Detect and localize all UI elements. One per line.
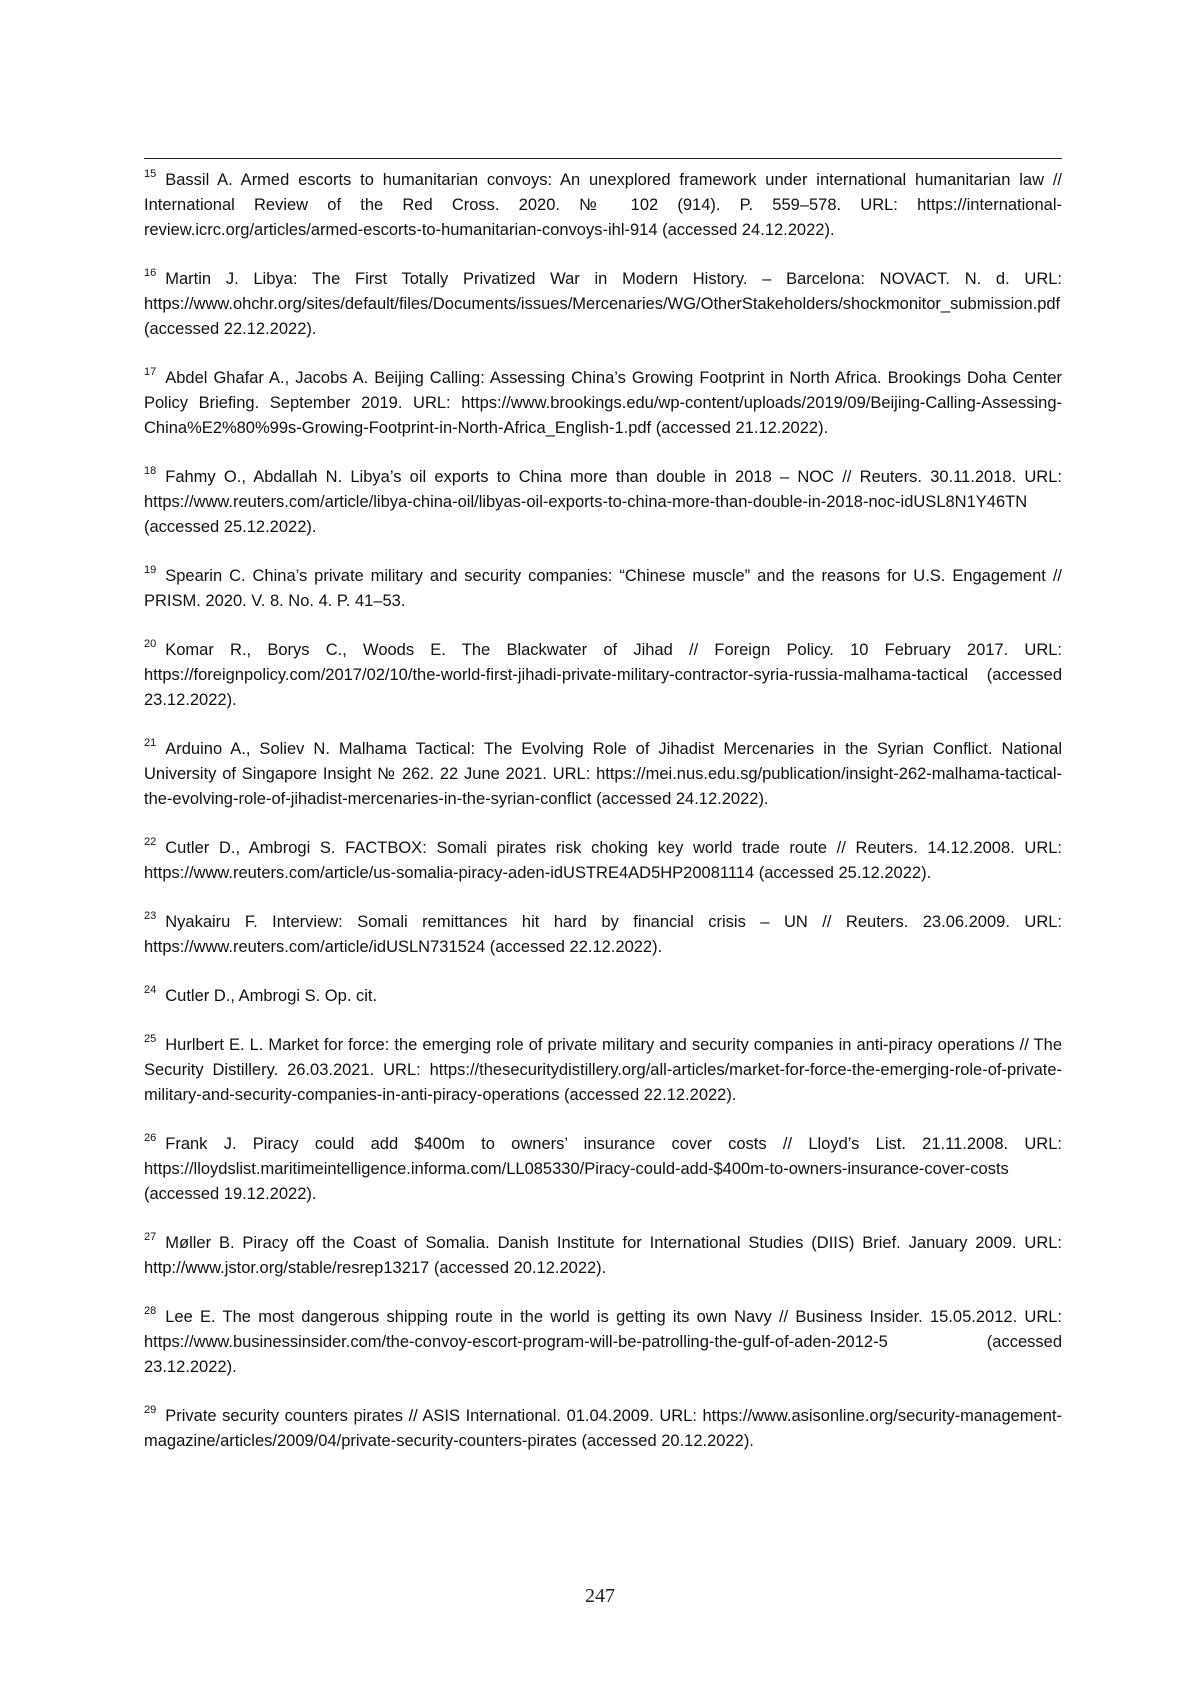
footnote [144, 1404, 1062, 1454]
footnote [144, 836, 1062, 886]
footnote-text: Arduino A., Soliev N. Malhama Tactical: The Evolving Role of Jihadist Mercenaries in the Syrian Conflict. National University of Singapore Insight № 262. 22 June 2021. URL: https://mei.nus.edu.sg/publication/insight-262-malhama-tactical-the-evolving-role-of-jihadist-mercenaries-in-the-syrian-conflict (accessed 24.12.2022). [144, 740, 1062, 808]
footnote-text: Bassil A. Armed escorts to humanitarian convoys: An unexplored framework under international humanitarian law // International Review of the Red Cross. 2020. № 102 (914). P. 559–578. URL: https://international-review.icrc.org/articles/armed-escorts-to-humanitarian-convoys-ihl-914 (accessed 24.12.2022). [144, 171, 1062, 239]
footnote-number: 17 [144, 366, 157, 378]
footnote-number: 23 [144, 910, 157, 922]
footnote [144, 465, 1062, 540]
footnote-number: 24 [144, 984, 157, 996]
footnote [144, 1132, 1062, 1207]
footnote-text: Lee E. The most dangerous shipping route in the world is getting its own Navy // Business Insider. 15.05.2012. URL: https://www.businessinsider.com/the-convoy-escort-program-will-be-patrolling-the-gulf-of-aden-2012-5 (accessed 23.12.2022). [144, 1308, 1062, 1376]
footnote [144, 168, 1062, 243]
footnote-text: Spearin C. China’s private military and security companies: “Chinese muscle” and the reasons for U.S. Engagement // PRISM. 2020. V. 8. No. 4. P. 41–53. [144, 567, 1062, 610]
footnote [144, 737, 1062, 812]
footnote-text: Hurlbert E. L. Market for force: the emerging role of private military and security companies in anti-piracy operations // The Security Distillery. 26.03.2021. URL: https://thesecuritydistillery.org/all-articles/market-for-force-the-emerging-role-of-private-military-and-security-companies-in-anti-piracy-operations (accessed 22.12.2022). [144, 1036, 1062, 1104]
footnotes-section [144, 168, 1062, 1478]
footnote-text: Abdel Ghafar A., Jacobs A. Beijing Calling: Assessing China’s Growing Footprint in North Africa. Brookings Doha Center Policy Briefing. September 2019. URL: https://www.brookings.edu/wp-content/uploads/2019/09/Beijing-Calling-Assessing-China%E2%80%99s-Growing-Footprint-in-North-Africa_English-1.pdf (accessed 21.12.2022). [144, 369, 1062, 437]
footnote-text: Frank J. Piracy could add $400m to owners’ insurance cover costs // Lloyd’s List. 21.11.2008. URL: https://lloydslist.maritimeintelligence.informa.com/LL085330/Piracy-could-add-$400m-to-owners-insurance-cover-costs (accessed 19.12.2022). [144, 1135, 1062, 1203]
footnote-text: Møller B. Piracy off the Coast of Somalia. Danish Institute for International Studies (DIIS) Brief. January 2009. URL: http://www.jstor.org/stable/resrep13217 (accessed 20.12.2022). [144, 1234, 1062, 1277]
footnote [144, 564, 1062, 614]
footnote [144, 910, 1062, 960]
footnote-number: 16 [144, 267, 157, 279]
footnote [144, 984, 1062, 1009]
footnote-text: Komar R., Borys C., Woods E. The Blackwater of Jihad // Foreign Policy. 10 February 2017. URL: https://foreignpolicy.com/2017/02/10/the-world-first-jihadi-private-military-contractor-syria-russia-malhama-tactical (accessed 23.12.2022). [144, 641, 1062, 709]
footnote-text: Fahmy O., Abdallah N. Libya’s oil exports to China more than double in 2018 – NOC // Reuters. 30.11.2018. URL: https://www.reuters.com/article/libya-china-oil/libyas-oil-exports-to-china-more-than-double-in-2018-noc-idUSL8N1Y46TN (accessed 25.12.2022). [144, 468, 1062, 536]
footnote [144, 638, 1062, 713]
footnote-number: 29 [144, 1404, 157, 1416]
footnote [144, 1231, 1062, 1281]
footnote-number: 21 [144, 737, 157, 749]
footnote [144, 1305, 1062, 1380]
footnote-number: 28 [144, 1305, 157, 1317]
footnote [144, 267, 1062, 342]
footnote-separator-rule [144, 158, 1062, 159]
footnote-number: 22 [144, 836, 157, 848]
footnote-number: 20 [144, 638, 157, 650]
footnote-text: Cutler D., Ambrogi S. Op. cit. [165, 987, 378, 1005]
footnote-text: Martin J. Libya: The First Totally Privatized War in Modern History. – Barcelona: NOVACT. N. d. URL: https://www.ohchr.org/sites/default/files/Documents/issues/Mercenaries/WG/OtherStakeholders/shockmonitor_submission.pdf (accessed 22.12.2022). [144, 270, 1062, 338]
footnote-number: 15 [144, 168, 157, 180]
footnote-text: Nyakairu F. Interview: Somali remittances hit hard by financial crisis – UN // Reuters. 23.06.2009. URL: https://www.reuters.com/article/idUSLN731524 (accessed 22.12.2022). [144, 913, 1062, 956]
footnote-number: 27 [144, 1231, 157, 1243]
footnote-number: 26 [144, 1132, 157, 1144]
footnote-number: 19 [144, 564, 157, 576]
footnote [144, 366, 1062, 441]
page-number: 247 [585, 1585, 615, 1607]
footnote-number: 25 [144, 1033, 157, 1045]
footnote-text: Private security counters pirates // ASIS International. 01.04.2009. URL: https://www.asisonline.org/security-management-magazine/articles/2009/04/private-security-counters-pirates (accessed 20.12.2022). [144, 1407, 1062, 1450]
footnote-number: 18 [144, 465, 157, 477]
footnote-text: Cutler D., Ambrogi S. FACTBOX: Somali pirates risk choking key world trade route // Reuters. 14.12.2008. URL: https://www.reuters.com/article/us-somalia-piracy-aden-idUSTRE4AD5HP20081114 (accessed 25.12.2022). [144, 839, 1062, 882]
footnote [144, 1033, 1062, 1108]
